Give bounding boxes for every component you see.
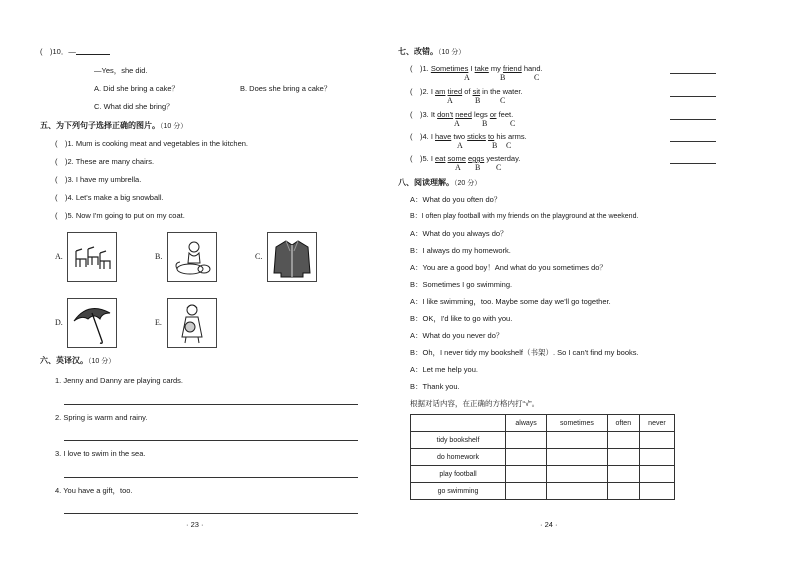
choice-letter-a: A [464, 73, 470, 82]
table-header-row [411, 415, 675, 432]
marked-word-b: take [474, 64, 489, 73]
correction-line[interactable] [670, 163, 716, 164]
marked-word-a: am [435, 87, 446, 96]
marked-word-c: or [489, 110, 497, 119]
umbrella-icon [68, 299, 116, 347]
section5-item: ( )1. Mum is cooking meat and vegetables in the kitchen. [55, 139, 249, 148]
section6-item: 3. I love to swim in the sea. [55, 449, 146, 458]
chairs-picture [67, 232, 117, 282]
table-row [411, 449, 675, 466]
right-page [400, 0, 800, 588]
check-cell[interactable] [607, 432, 639, 449]
snowball-picture [167, 298, 217, 348]
marked-word-b: sticks [467, 132, 486, 141]
row-label: go swimming [411, 483, 506, 500]
dialog-line: B：I always do my homework. [410, 246, 511, 255]
check-cell[interactable] [506, 449, 547, 466]
picture-label-c: C. [255, 252, 263, 261]
dialog-line: A：What do you never do？ [410, 331, 504, 340]
answer-line[interactable] [64, 440, 358, 441]
dialog-line: B：Oh，I never tidy my bookshelf（书架）. So I can't find my books. [410, 348, 639, 357]
marked-word-a: eat [435, 154, 446, 163]
section7-item: ( )2. I am tired of sit in the water. [410, 87, 523, 96]
check-cell[interactable] [607, 483, 639, 500]
choice-letter-c: C [500, 96, 506, 105]
marked-word-a: don't [437, 110, 454, 119]
check-cell[interactable] [639, 449, 674, 466]
coat-picture [267, 232, 317, 282]
row-label: do homework [411, 449, 506, 466]
section5-score: （10 分） [160, 123, 188, 130]
picture-label-b: B. [155, 252, 163, 261]
marked-word-b: need [455, 110, 472, 119]
picture-label-e: E. [155, 318, 162, 327]
marked-word-a: Sometimes [430, 64, 469, 73]
girl-snowball-icon [168, 299, 216, 347]
table-header-cell: sometimes [547, 415, 608, 432]
marked-word-c: to [487, 132, 495, 141]
check-cell[interactable] [639, 432, 674, 449]
choice-letter-c: C [534, 73, 540, 82]
coat-icon [268, 233, 316, 281]
q10-option-a: A. Did she bring a cake？ [94, 84, 180, 93]
choice-letter-b: B [500, 73, 506, 82]
answer-line[interactable] [64, 513, 358, 514]
table-header-cell: always [506, 415, 547, 432]
answer-line[interactable] [64, 477, 358, 478]
check-cell[interactable] [639, 466, 674, 483]
section5-item: ( )2. These are many chairs. [55, 157, 155, 166]
marked-word-c: friend [502, 64, 522, 73]
section7-item: ( )1. Sometimes I take my friend hand. [410, 64, 543, 73]
section7-item: ( )4. I have two sticks to his arms. [410, 132, 527, 141]
section8-title-text: 八、阅读理解。 [398, 178, 454, 187]
section5-title-text: 五、为下列句子选择正确的图片。 [40, 121, 160, 130]
dialog-line: B：Thank you. [410, 382, 460, 391]
check-cell[interactable] [547, 483, 608, 500]
picture-label-d: D. [55, 318, 63, 327]
choice-letter-a: A [447, 96, 453, 105]
table-instruction: 根据对话内容，在正确的方格内打“√”。 [410, 399, 540, 408]
section5-title [40, 121, 187, 132]
choice-letter-a: A [454, 119, 460, 128]
q10-option-b: B. Does she bring a cake？ [240, 84, 332, 93]
choice-letter-b: B [492, 141, 498, 150]
row-label: play football [411, 466, 506, 483]
check-cell[interactable] [506, 466, 547, 483]
cooking-icon [168, 233, 216, 281]
correction-line[interactable] [670, 96, 716, 97]
marked-word-a: have [435, 132, 452, 141]
check-cell[interactable] [506, 432, 547, 449]
choice-letter-b: B [475, 163, 481, 172]
table-header-cell: often [607, 415, 639, 432]
check-cell[interactable] [506, 483, 547, 500]
correction-line[interactable] [670, 141, 716, 142]
q10-reply: —Yes，she did. [94, 66, 148, 75]
table-header-cell [411, 415, 506, 432]
table-row [411, 483, 675, 500]
choice-letter-a: A [457, 141, 463, 150]
q10-option-c: C. What did she bring？ [94, 102, 174, 111]
check-cell[interactable] [547, 449, 608, 466]
dialog-line: A：Let me help you. [410, 365, 478, 374]
table-row [411, 432, 675, 449]
table-row [411, 466, 675, 483]
marked-word-c: sit [472, 87, 481, 96]
dialog-line: B：I often play football with my friends on the playground at the weekend. [410, 213, 639, 220]
section5-item: ( )4. Let's make a big snowball. [55, 193, 164, 202]
section7-item: ( )3. It don't need legs or feet. [410, 110, 514, 119]
dialog-line: A：I like swimming，too. Maybe some day we'll go together. [410, 297, 611, 306]
q10-number: ( )10．— [40, 47, 76, 56]
dialog-line: A：You are a good boy！And what do you sometimes do？ [410, 263, 607, 272]
section8-score: （20 分） [454, 180, 482, 187]
section6-item: 4. You have a gift，too. [55, 486, 133, 495]
choice-letter-b: B [482, 119, 488, 128]
marked-word-b: tired [447, 87, 463, 96]
answer-line[interactable] [64, 404, 358, 405]
dialog-line: A：What do you often do？ [410, 195, 502, 204]
section7-title-text: 七、改错。 [398, 47, 438, 56]
choice-letter-c: C [506, 141, 512, 150]
picture-label-a: A. [55, 252, 63, 261]
section6-item: 2. Spring is warm and rainy. [55, 413, 148, 422]
section7-item: ( )5. I eat some eggs yesterday. [410, 154, 521, 163]
section6-item: 1. Jenny and Danny are playing cards. [55, 376, 183, 385]
section8-title [398, 178, 481, 189]
section6-score: （10 分） [88, 358, 116, 365]
choice-letter-a: A [455, 163, 461, 172]
check-cell[interactable] [607, 466, 639, 483]
section5-item: ( )3. I have my umbrella. [55, 175, 142, 184]
dialog-line: A：What do you always do？ [410, 229, 508, 238]
section7-score: （10 分） [438, 49, 466, 56]
check-cell[interactable] [547, 432, 608, 449]
section7-title [398, 47, 465, 58]
section6-title-text: 六、英译汉。 [40, 356, 88, 365]
check-cell[interactable] [639, 483, 674, 500]
marked-word-c: eggs [467, 154, 485, 163]
umbrella-picture [67, 298, 117, 348]
section5-item: ( )5. Now I'm going to put on my coat. [55, 211, 185, 220]
marked-word-b: some [447, 154, 466, 163]
section6-title [40, 356, 115, 367]
choice-letter-c: C [510, 119, 516, 128]
choice-letter-b: B [475, 96, 481, 105]
check-cell[interactable] [607, 449, 639, 466]
q10-blank[interactable] [76, 47, 110, 55]
correction-line[interactable] [670, 73, 716, 74]
correction-line[interactable] [670, 119, 716, 120]
kitchen-picture [167, 232, 217, 282]
check-cell[interactable] [547, 466, 608, 483]
answer-table [410, 414, 675, 500]
dialog-line: B：Sometimes I go swimming. [410, 280, 513, 289]
chairs-icon [68, 233, 116, 281]
dialog-line: B：OK，I'd like to go with you. [410, 314, 513, 323]
row-label: tidy bookshelf [411, 432, 506, 449]
page-number: · 24 · [540, 520, 558, 529]
page-number: · 23 · [186, 520, 204, 529]
table-header-cell: never [639, 415, 674, 432]
choice-letter-c: C [496, 163, 502, 172]
q10-line [40, 47, 110, 57]
